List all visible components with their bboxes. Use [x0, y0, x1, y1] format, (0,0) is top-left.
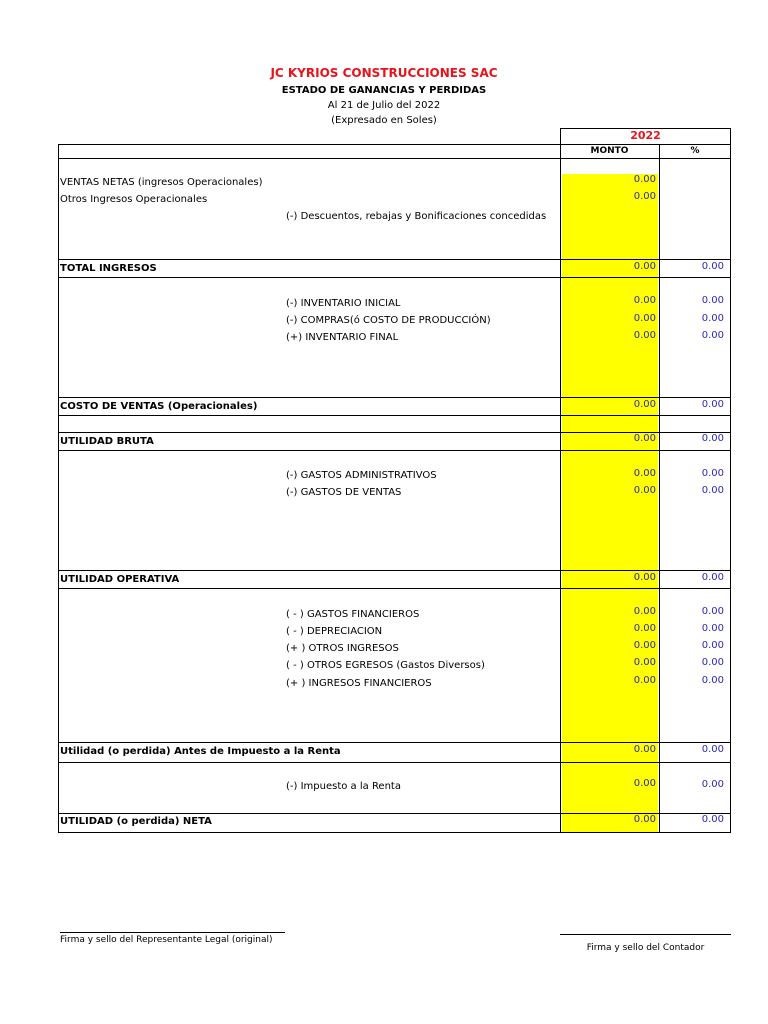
depreciacion-label: ( - ) DEPRECIACION: [286, 626, 383, 637]
costo-ventas-label: COSTO DE VENTAS (Operacionales): [60, 401, 258, 412]
representante-signature-line: [60, 932, 285, 933]
section-line: [58, 762, 731, 763]
contador-signature-line: [560, 934, 731, 935]
antes-impuesto-label: Utilidad (o perdida) Antes de Impuesto a la Renta: [60, 746, 341, 757]
otros-ingresos2-monto: 0.00: [633, 640, 656, 651]
inventario-final-label: (+) INVENTARIO FINAL: [286, 332, 399, 343]
utilidad-neta-monto: 0.00: [633, 814, 656, 825]
compras-label: (-) COMPRAS(ó COSTO DE PRODUCCIÓN): [286, 315, 491, 326]
depreciacion-pct: 0.00: [701, 623, 724, 634]
otros-ingresos2-pct: 0.00: [701, 640, 724, 651]
otros-egresos-pct: 0.00: [701, 657, 724, 668]
gastos-ventas-monto: 0.00: [633, 485, 656, 496]
utilidad-neta-pct: 0.00: [701, 814, 724, 825]
utilidad-bruta-pct: 0.00: [701, 433, 724, 444]
section-line: [58, 277, 731, 278]
utilidad-operativa-pct: 0.00: [701, 572, 724, 583]
contador-signature-clip: [560, 940, 731, 952]
costo-ventas-pct: 0.00: [701, 399, 724, 410]
gastos-financieros-pct: 0.00: [701, 606, 724, 617]
costo-ventas-monto: 0.00: [633, 399, 656, 410]
descuentos-label: (-) Descuentos, rebajas y Bonificaciones concedidas: [286, 211, 547, 222]
section-line: [58, 570, 731, 571]
report-title: ESTADO DE GANANCIAS Y PERDIDAS: [281, 85, 487, 96]
inventario-inicial-label: (-) INVENTARIO INICIAL: [286, 298, 401, 309]
gastos-ventas-label: (-) GASTOS DE VENTAS: [286, 487, 402, 498]
monto-header: MONTO: [590, 146, 629, 156]
inventario-inicial-pct: 0.00: [701, 295, 724, 306]
total-ingresos-monto: 0.00: [633, 261, 656, 272]
report-date: Al 21 de Julio del 2022: [327, 100, 441, 111]
impuesto-renta-pct: 0.00: [701, 779, 724, 790]
utilidad-operativa-monto: 0.00: [633, 572, 656, 583]
header-divider: [58, 158, 731, 159]
impuesto-renta-label: (-) Impuesto a la Renta: [286, 781, 401, 792]
ventas-netas-label: VENTAS NETAS (ingresos Operacionales): [60, 177, 263, 188]
percent-header: %: [690, 146, 700, 156]
utilidad-bruta-label: UTILIDAD BRUTA: [60, 436, 154, 447]
gastos-ventas-pct: 0.00: [701, 485, 724, 496]
depreciacion-monto: 0.00: [633, 623, 656, 634]
gastos-financieros-monto: 0.00: [633, 606, 656, 617]
utilidad-bruta-monto: 0.00: [633, 433, 656, 444]
monto-left-divider: [560, 144, 561, 833]
ingresos-financieros-monto: 0.00: [633, 675, 656, 686]
inventario-inicial-monto: 0.00: [633, 295, 656, 306]
otros-ingresos-label: Otros Ingresos Operacionales: [60, 194, 208, 205]
currency-note: (Expresado en Soles): [331, 115, 437, 126]
year-label: 2022: [630, 129, 661, 142]
compras-pct: 0.00: [701, 313, 724, 324]
inventario-final-pct: 0.00: [701, 330, 724, 341]
antes-impuesto-pct: 0.00: [701, 744, 724, 755]
company-name: JC KYRIOS CONSTRUCCIONES SAC: [270, 66, 498, 80]
otros-ingresos2-label: (+ ) OTROS INGRESOS: [286, 643, 399, 654]
representante-signature-label: Firma y sello del Representante Legal (original): [60, 935, 273, 945]
section-line: [58, 397, 731, 398]
section-line: [58, 742, 731, 743]
section-line: [58, 450, 731, 451]
compras-monto: 0.00: [633, 313, 656, 324]
utilidad-neta-label: UTILIDAD (o perdida) NETA: [60, 816, 212, 827]
total-ingresos-label: TOTAL INGRESOS: [60, 263, 157, 274]
ventas-netas-monto: 0.00: [633, 174, 656, 185]
impuesto-renta-monto: 0.00: [633, 778, 656, 789]
otros-ingresos-monto: 0.00: [633, 191, 656, 202]
section-line: [58, 588, 731, 589]
gastos-administrativos-label: (-) GASTOS ADMINISTRATIVOS: [286, 470, 437, 481]
gastos-administrativos-monto: 0.00: [633, 468, 656, 479]
utilidad-operativa-label: UTILIDAD OPERATIVA: [60, 574, 180, 585]
otros-egresos-label: ( - ) OTROS EGRESOS (Gastos Diversos): [286, 660, 485, 671]
section-line: [58, 415, 731, 416]
contador-signature-label: Firma y sello del Contador: [586, 943, 705, 952]
ingresos-financieros-label: (+ ) INGRESOS FINANCIEROS: [286, 678, 432, 689]
ingresos-financieros-pct: 0.00: [701, 675, 724, 686]
inventario-final-monto: 0.00: [633, 330, 656, 341]
section-line: [58, 259, 731, 260]
otros-egresos-monto: 0.00: [633, 657, 656, 668]
gastos-financieros-label: ( - ) GASTOS FINANCIEROS: [286, 609, 420, 620]
total-ingresos-pct: 0.00: [701, 261, 724, 272]
antes-impuesto-monto: 0.00: [633, 744, 656, 755]
gastos-administrativos-pct: 0.00: [701, 468, 724, 479]
